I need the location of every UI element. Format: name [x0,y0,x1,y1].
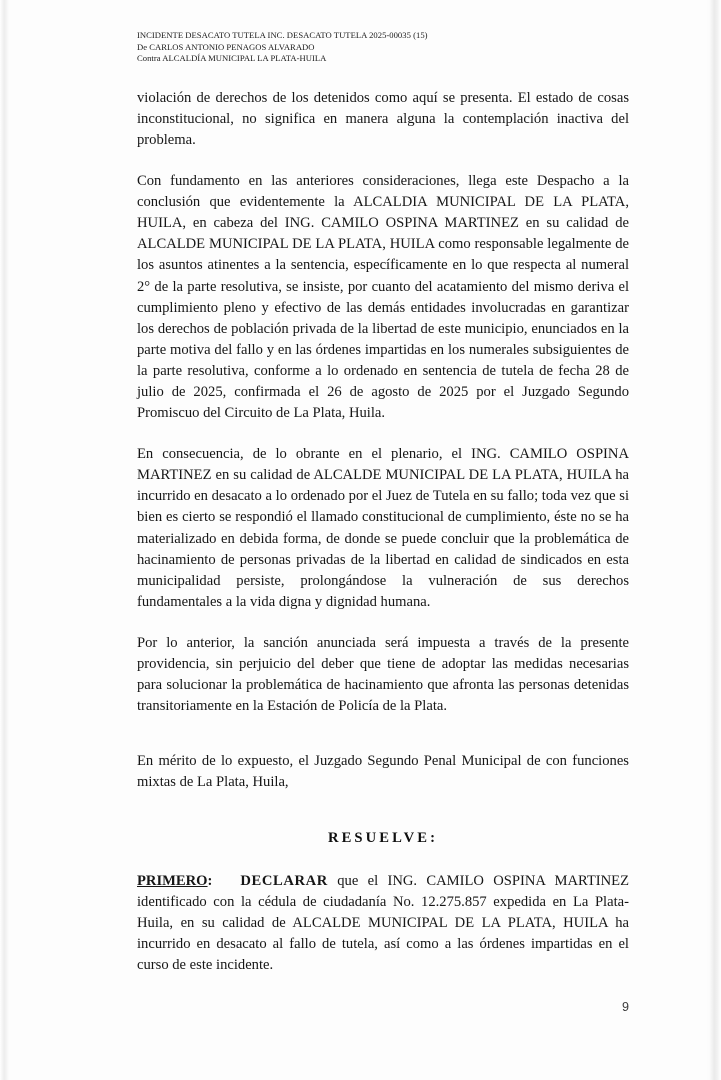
paragraph-violacion-derechos: violación de derechos de los detenidos como aquí se presenta. El estado de cosas inconstitucional, no significa en manera alguna la contemplación inactiva del problema. [137,89,629,148]
resolution-item-primero [137,871,629,976]
paragraph-en-consecuencia: En consecuencia, de lo obrante en el plenario, el ING. CAMILO OSPINA MARTINEZ en su calidad de ALCALDE MUNICIPAL DE LA PLATA, HUILA ha incurrido en desacato a lo ordenado por el Juez de Tutela en su fallo; toda vez que si bien es cierto se respondió el llamado constitucional de cumplimiento, éste no se ha materializado en debida forma, de donde se puede concluir que la problemática de hacinamiento de personas privadas de la libertad en calidad de sindicados en esta municipalidad persiste, prolongándose la vulneración de sus derechos fundamentales a la vida digna y dignidad humana. [137,446,629,610]
resolution-item-label-colon: : [207,872,213,889]
document-header [137,30,629,65]
header-defendant-line: Contra ALCALDÍA MUNICIPAL LA PLATA-HUILA [137,53,327,64]
resolution-item-spacer [212,873,240,889]
resuelve-heading: RESUELVE: [327,829,439,846]
resolution-item-verb: DECLARAR [240,872,328,889]
page-number: 9 [621,1000,629,1014]
paragraph-con-fundamento: Con fundamento en las anteriores consideraciones, llega este Despacho a la conclusión que evidentemente la ALCALDIA MUNICIPAL DE LA PLATA, HUILA, en cabeza del ING. CAMILO OSPINA MARTINEZ en su calidad de ALCALDE MUNICIPAL DE LA PLATA, HUILA como responsable legalmente de los asuntos atinentes a la sentencia, específicamente en lo que respecta al numeral 2° de la parte resolutiva, se insiste, por cuanto del acatamiento del mismo deriva el cumplimiento pleno y efectivo de las demás entidades involucradas en garantizar los derechos de población privada de la libertad de este municipio, enunciados en la parte motiva del fallo y en las órdenes impartidas en los numerales subsiguientes de la parte resolutiva, conforme a lo ordenado en sentencia de tutela de fecha 28 de julio de 2025, confirmada el 26 de agosto de 2025 por el Juzgado Segundo Promiscuo del Circuito de La Plata, Huila. [137,173,629,422]
resolution-item-label: PRIMERO [137,872,208,889]
header-plaintiff-line: De CARLOS ANTONIO PENAGOS ALVARADO [137,41,315,52]
resolution-item-text: que el ING. CAMILO OSPINA MARTINEZ identificado con la cédula de ciudadanía No. 12.275.857 expedida en La Plata-Huila, en su calidad de ALCALDE MUNICIPAL DE LA PLATA, HUILA ha incurrido en desacato al fallo de tutela, así como a las órdenes impartidas en el curso de este incidente. [137,872,629,973]
header-case-line: INCIDENTE DESACATO TUTELA INC. DESACATO TUTELA 2025-00035 (15) [137,30,428,40]
paragraph-por-lo-anterior: Por lo anterior, la sanción anunciada será impuesta a través de la presente providencia, sin perjuicio del deber que tiene de adoptar las medidas necesarias para solucionar la problemática de hacinamiento que afronta las personas detenidas transitoriamente en la Estación de Policía de la Plata. [137,634,629,715]
paragraph-en-merito: En mérito de lo expuesto, el Juzgado Segundo Penal Municipal de con funciones mixtas de La Plata, Huila, [137,753,629,791]
document-body [137,88,629,976]
